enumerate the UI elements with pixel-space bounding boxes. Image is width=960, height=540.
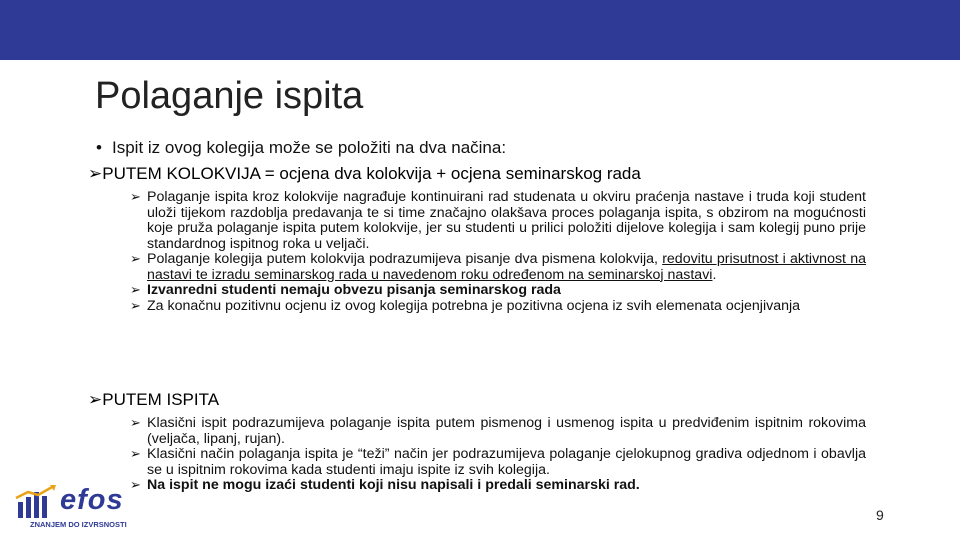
arrow-bullet-icon: ➢ — [130, 190, 141, 205]
arrow-bullet-icon: ➢ — [130, 283, 141, 298]
list-item-bold-text: Na ispit ne mogu izaći studenti koji nisu napisali i predali seminarski rad. — [147, 477, 640, 493]
section-heading-ispit — [88, 389, 219, 411]
arrow-bullet-icon: ➢ — [88, 390, 103, 410]
arrow-bullet-icon: ➢ — [88, 164, 103, 184]
list-item-bold-text: Izvanredni studenti nemaju obvezu pisanja seminarskog rada — [147, 282, 561, 298]
header-bar — [0, 0, 960, 60]
list-item — [130, 447, 866, 478]
ispit-list — [130, 416, 866, 494]
list-item — [130, 283, 866, 299]
arrow-bullet-icon: ➢ — [130, 416, 141, 431]
list-item: ➢ Polaganje kolegija putem kolokvija podrazumijeva pisanje dva pismena kolokvija, redovitu prisutnost i aktivnost na nastavi te izradu seminarskog rada u navedenom roku određenom na seminarskoj nastavi. — [130, 251, 866, 283]
section-heading-text: PUTEM KOLOKVIJA = ocjena dva kolokvija + ocjena seminarskog rada — [102, 164, 641, 183]
page-number: 9 — [876, 507, 884, 523]
logo-wordmark: efos — [60, 484, 124, 516]
intro-text: Ispit iz ovog kolegija može se položiti na dva načina: — [112, 138, 507, 157]
bullet-dot-icon: • — [96, 138, 102, 157]
intro-bullet — [96, 137, 506, 159]
efos-logo — [14, 484, 144, 534]
slide-title: Polaganje ispita — [95, 75, 364, 117]
list-item-text: Za konačnu pozitivnu ocjenu iz ovog kolegija potrebna je pozitivna ocjena iz svih elemenata ocjenjivanja — [147, 297, 801, 314]
list-item — [130, 478, 866, 494]
arrow-bullet-icon: ➢ — [130, 252, 141, 267]
list-item — [130, 299, 866, 315]
list-item — [130, 416, 866, 447]
list-item-text: Polaganje kolegija putem kolokvija podrazumijeva pisanje dva pismena kolokvija, — [147, 251, 658, 267]
kolokvij-list — [130, 190, 866, 314]
list-item — [130, 190, 866, 252]
list-item-underlined-text: redovitu prisutnost i aktivnost na nastavi te izradu seminarskog rada u navedenom roku određenom na seminarskoj nastavi — [147, 251, 866, 283]
arrow-bullet-icon: ➢ — [130, 478, 141, 493]
list-item-text: Klasični ispit podrazumijeva polaganje ispita putem pismenog i usmenog ispita u predviđenim ispitnim rokovima (veljača, lipanj, rujan). — [147, 415, 866, 447]
growth-chart-icon — [14, 484, 64, 520]
section-heading-kolokvij — [88, 163, 641, 185]
logo-tagline: ZNANJEM DO IZVRSNOSTI — [30, 520, 127, 529]
list-item-text: Polaganje ispita kroz kolokvije nagrađuje kontinuirani rad studenata u okviru praćenja nastave i truda koji student uloži tijekom razdoblja predavanja te si time značajno olakšava proces polaganja ispita, s obzirom na mogućnosti koje pruža polaganje ispita putem kolokvije, jer su studenti u prilici položiti dijelove kolegija i sam kolegij puno prije standardnog ispitnog roka u veljači. — [147, 189, 866, 252]
arrow-bullet-icon: ➢ — [130, 298, 141, 314]
arrow-bullet-icon: ➢ — [130, 447, 141, 462]
section-heading-text: PUTEM ISPITA — [102, 390, 220, 409]
list-item-text: Klasični način polaganja ispita je “teži” način jer podrazumijeva polaganje cjelokupnog gradiva odjednom i obavlja se u ispitnim rokovima kada studenti imaju ispite iz svih kolegija. — [147, 446, 866, 478]
